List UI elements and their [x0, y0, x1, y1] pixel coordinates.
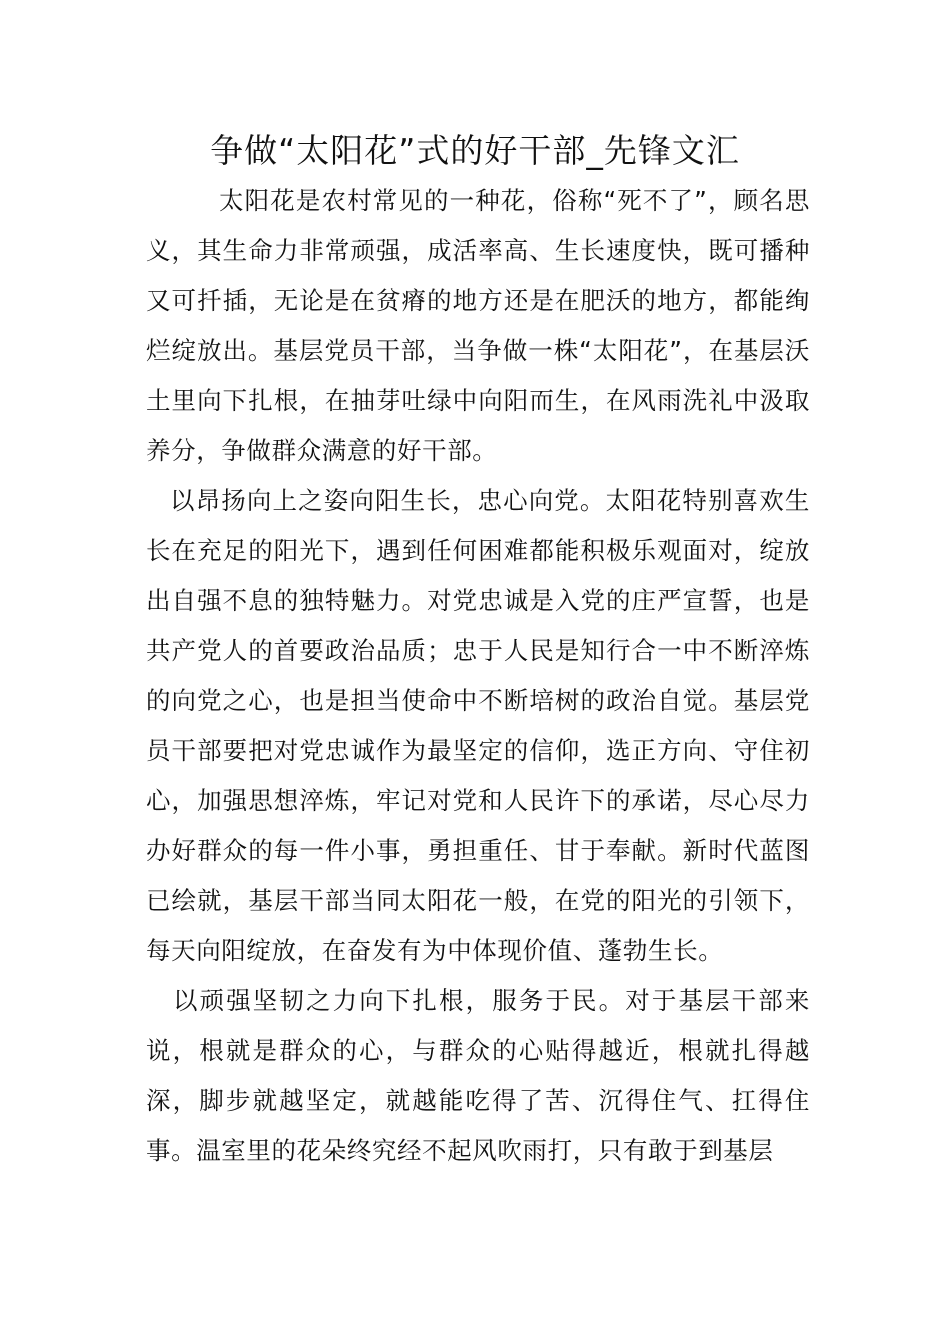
document-body — [146, 176, 810, 1176]
paragraph-intro: 太阳花是农村常见的一种花，俗称“死不了”，顾名思义，其生命力非常顽强，成活率高、生长速度快，既可播种又可扦插，无论是在贫瘠的地方还是在肥沃的地方，都能绚烂绽放出。基层党员干部，当争做一株“太阳花”，在基层沃土里向下扎根，在抽芽吐绿中向阳而生，在风雨洗礼中汲取养分，争做群众满意的好干部。 — [146, 186, 810, 465]
document-title: 争做“太阳花”式的好干部_先锋文汇 — [210, 131, 740, 170]
paragraph-rooting: 以顽强坚韧之力向下扎根，服务于民。对于基层干部来说，根就是群众的心，与群众的心贴得越近，根就扎得越深，脚步就越坚定，就越能吃得了苦、沉得住气、扛得住事。温室里的花朵终究经不起风吹雨打，只有敢于到基层 — [146, 986, 810, 1165]
paragraph-loyalty: 以昂扬向上之姿向阳生长，忠心向党。太阳花特别喜欢生长在充足的阳光下，遇到任何困难都能积极乐观面对，绽放出自强不息的独特魅力。对党忠诚是入党的庄严宣誓，也是共产党人的首要政治品质；忠于人民是知行合一中不断淬炼的向党之心，也是担当使命中不断培树的政治自觉。基层党员干部要把对党忠诚作为最坚定的信仰，选正方向、守住初心，加强思想淬炼，牢记对党和人民许下的承诺，尽心尽力办好群众的每一件小事，勇担重任、甘于奉献。新时代蓝图已绘就，基层干部当同太阳花一般，在党的阳光的引领下，每天向阳绽放，在奋发有为中体现价值、蓬勃生长。 — [146, 486, 810, 965]
